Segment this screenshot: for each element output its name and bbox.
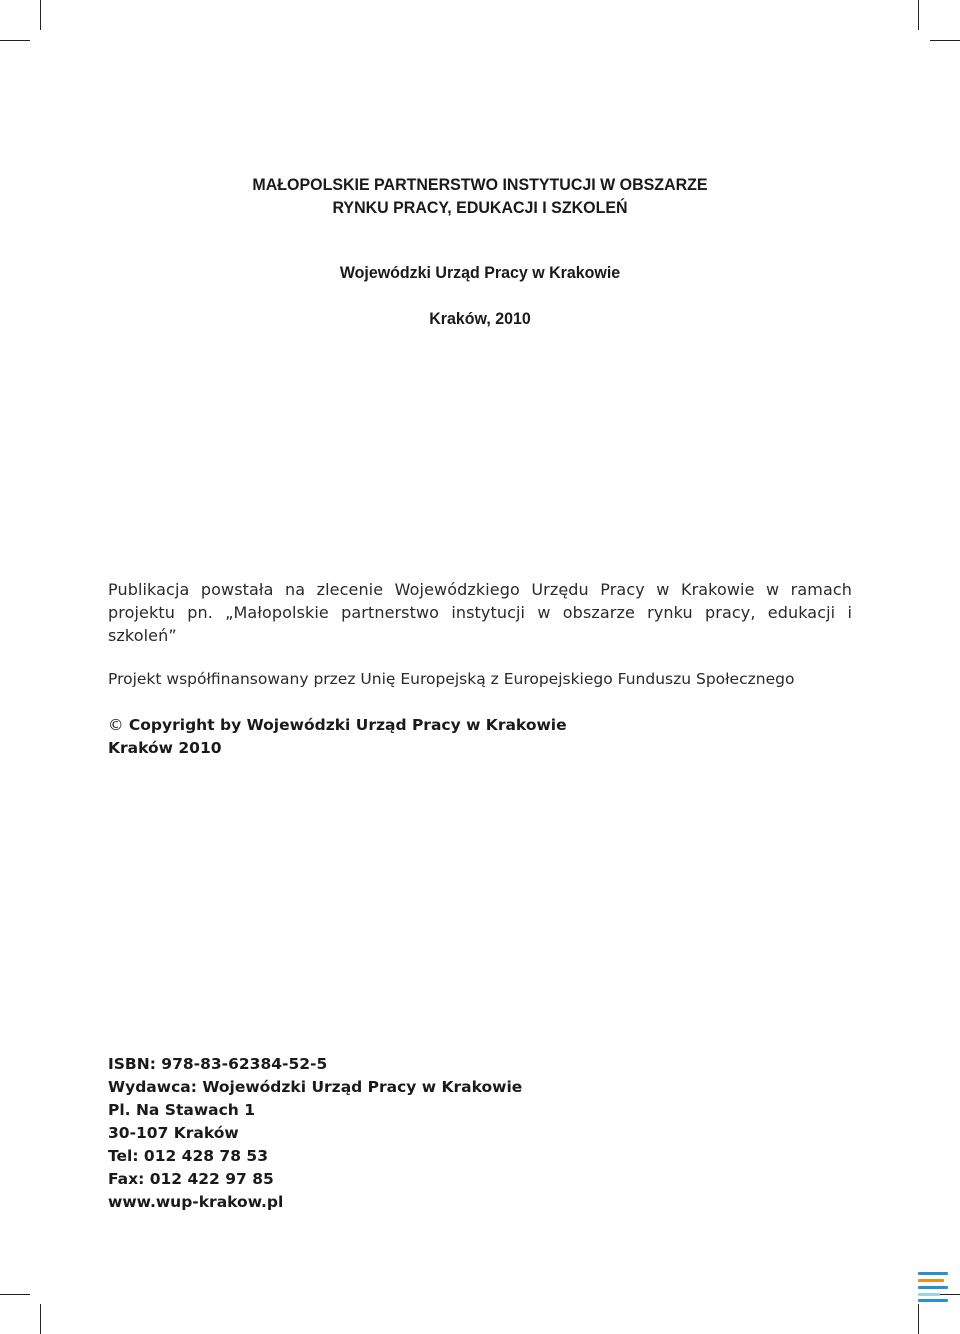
- publisher: Wydawca: Wojewódzki Urząd Pracy w Krakowie: [108, 1078, 523, 1096]
- document-title: [29, 173, 931, 219]
- copyright-block: [108, 714, 852, 760]
- crop-mark-top-left-vertical: [40, 0, 41, 30]
- crop-mark-bottom-left-vertical: [40, 1304, 41, 1334]
- city-address: 30-107 Kraków: [108, 1124, 239, 1142]
- crop-mark-bottom-left-horizontal: [0, 1294, 30, 1295]
- place-year: Kraków, 2010: [429, 309, 531, 328]
- title-line-1: MAŁOPOLSKIE PARTNERSTWO INSTYTUCJI W OBSZARZE: [252, 175, 708, 194]
- imprint-block: [108, 1053, 852, 1214]
- logo-stripe-2: [918, 1279, 944, 1282]
- logo-stripe-4: [918, 1293, 940, 1296]
- crop-mark-top-left-horizontal: [0, 40, 30, 41]
- logo-stripe-5: [918, 1299, 948, 1302]
- organization-name: Wojewódzki Urząd Pracy w Krakowie: [339, 263, 621, 282]
- publication-note: Publikacja powstała na zlecenie Wojewódzkiego Urzędu Pracy w Krakowie w ramach projektu pn. „Małopolskie partnerstwo instytucji w obszarze rynku pracy, edukacji i szkoleń”: [108, 580, 852, 645]
- copyright-line-2: Kraków 2010: [108, 739, 222, 757]
- title-line-2: RYNKU PRACY, EDUKACJI I SZKOLEŃ: [332, 198, 628, 217]
- logo-stripe-3: [918, 1286, 948, 1289]
- isbn: ISBN: 978-83-62384-52-5: [108, 1055, 328, 1073]
- crop-mark-top-right-horizontal: [930, 40, 960, 41]
- crop-mark-bottom-right-vertical: [918, 1304, 919, 1334]
- cofinancing-note: Projekt współfinansowany przez Unię Europejską z Europejskiego Funduszu Społecznego: [108, 670, 795, 688]
- logo-stripe-1: [918, 1272, 948, 1275]
- copyright-line-1: Copyright by Wojewódzki Urząd Pracy w Krakowie: [128, 716, 567, 734]
- publisher-logo-icon: [918, 1270, 950, 1304]
- telephone: Tel: 012 428 78 53: [108, 1147, 268, 1165]
- street-address: Pl. Na Stawach 1: [108, 1101, 256, 1119]
- website: www.wup-krakow.pl: [108, 1193, 284, 1211]
- copyright-symbol: ©: [108, 716, 124, 734]
- fax: Fax: 012 422 97 85: [108, 1170, 274, 1188]
- crop-mark-top-right-vertical: [918, 0, 919, 30]
